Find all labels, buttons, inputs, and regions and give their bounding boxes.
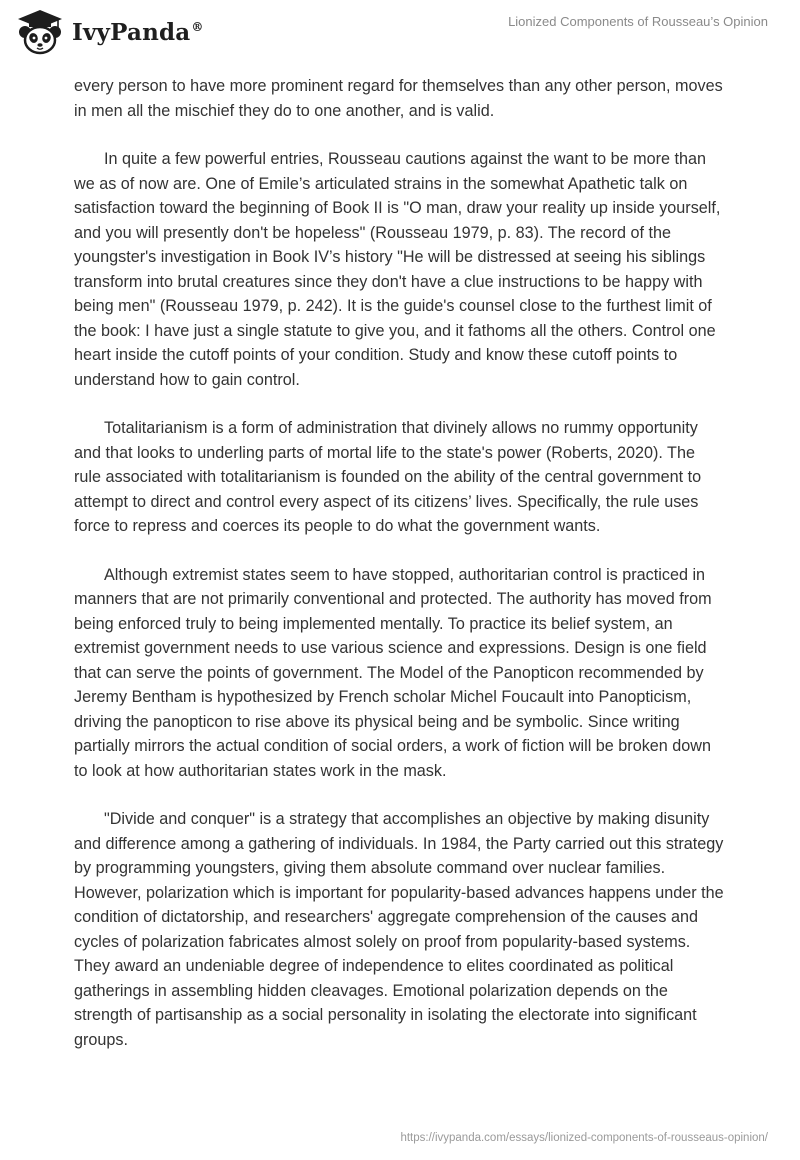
paragraph: every person to have more prominent regard for themselves than any other person, moves in men all the mischief they do to one another, and is valid. [74, 77, 723, 120]
brand-name: IvyPanda® [72, 18, 204, 46]
paragraph: "Divide and conquer" is a strategy that accomplishes an objective by making disunity and difference among a gathering of individuals. In 1984, the Party carried out this strategy by programming youngsters, giving them absolute command over nuclear families. However, polarization which is important for popularity-based advances happens under the condition of dictatorship, and researchers' aggregate comprehension of the causes and cycles of polarization fabricates almost solely on proof from popularity-based systems. They award an undeniable degree of independence to elites coordinated as political gatherings in assembling hidden cleavages. Emotional polarization depends on the strength of partisanship as a social personality in isolating the electorate into significant groups. [74, 810, 724, 1049]
paragraph: Although extremist states seem to have stopped, authoritarian control is practiced in manners that are not primarily conventional and protected. The authority has moved from being enforced truly to being implemented mentally. To practice its belief system, an extremist government needs to use various science and expressions. Design is one field that can serve the points of government. The Model of the Panopticon recommended by Jeremy Bentham is hypothesized by French scholar Michel Foucault into Panopticism, driving the panopticon to rise above its physical being and be symbolic. Since writing partially mirrors the actual condition of social orders, a work of fiction will be broken down to look at how authoritarian states work in the mask. [74, 565, 712, 780]
ivypanda-logo[interactable] [14, 8, 204, 56]
paragraph: In quite a few powerful entries, Rousseau cautions against the want to be more than we as of now are. One of Emile’s articulated strains in the somewhat Apathetic talk on satisfaction toward the beginning of Book II is "O man, draw your reality up inside yourself, and you will presently don't be hopeless" (Rousseau 1979, p. 83). The record of the youngster's investigation in Book IV’s history "He will be distressed at seeing his siblings transform into brutal creatures since they don't have a clue instructions to be happy with being men" (Rousseau 1979, p. 242). It is the guide's counsel close to the furthest limit of the book: I have just a single statute to give you, and it fathoms all the others. Control one heart inside the cutoff points of your condition. Study and know these cutoff points to understand how to gain control. [74, 150, 721, 389]
essay-body [74, 74, 726, 1076]
paragraph: Totalitarianism is a form of administration that divinely allows no rummy opportunity and that looks to underling parts of mortal life to the state's power (Roberts, 2020). The rule associated with totalitarianism is founded on the ability of the central government to attempt to direct and control every aspect of its citizens’ lives. Specifically, the rule uses force to repress and coerces its people to do what the government wants. [74, 419, 702, 535]
source-url[interactable]: https://ivypanda.com/essays/lionized-components-of-rousseaus-opinion/ [400, 1132, 768, 1144]
page-header [0, 0, 800, 70]
document-title: Lionized Components of Rousseau’s Opinion [508, 14, 768, 29]
panda-graduate-icon [14, 8, 66, 56]
